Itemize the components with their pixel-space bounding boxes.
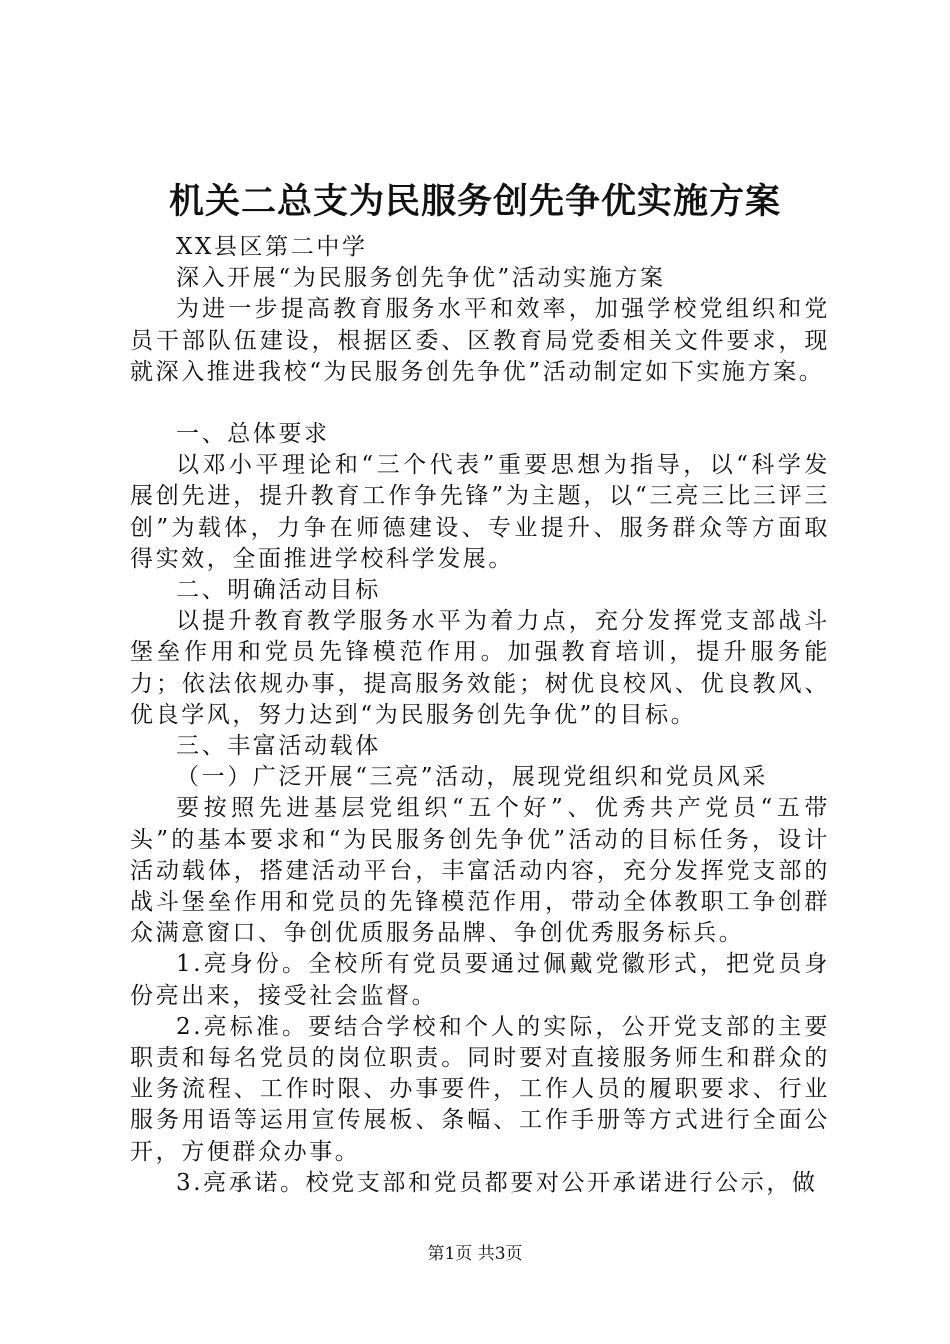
subsection-paragraph-1: 要按照先进基层党组织“五个好”、优秀共产党员“五带头”的基本要求和“为民服务创先争优”活动的目标任务，设计活动载体，搭建活动平台，丰富活动内容，充分发挥党支部的战斗堡垒作用和党员的先锋模范作用，带动全体教职工争创群众满意窗口、争创优质服务品牌、争创优秀服务标兵。 (130, 795, 830, 947)
section-heading-2: 二、明确活动目标 (176, 577, 381, 604)
section-heading-3: 三、丰富活动载体 (176, 733, 381, 760)
section-heading-1: 一、总体要求 (176, 421, 330, 448)
document-body (130, 232, 830, 1199)
section-paragraph-1: 以邓小平理论和“三个代表”重要思想为指导，以“科学发展创先进，提升教育工作争先锋”为主题，以“三亮三比三评三创”为载体，力争在师德建设、专业提升、服务群众等方面取得实效，全面推进学校科学发展。 (130, 452, 830, 572)
subsection-heading-1: （一）广泛开展“三亮”活动，展现党组织和党员风采 (176, 764, 768, 791)
plan-subtitle: 深入开展“为民服务创先争优”活动实施方案 (176, 265, 666, 292)
intro-paragraph: 为进一步提高教育服务水平和效率，加强学校党组织和党员干部队伍建设，根据区委、区教育局党委相关文件要求，现就深入推进我校“为民服务创先争优”活动制定如下实施方案。 (130, 296, 830, 385)
list-item-2: 2.亮标准。要结合学校和个人的实际，公开党支部的主要职责和每名党员的岗位职责。同时要对直接服务师生和群众的业务流程、工作时限、办事要件，工作人员的履职要求、行业服务用语等运用宣传展板、条幅、工作手册等方式进行全面公开，方便群众办事。 (130, 1013, 830, 1165)
page-number: 第1页 共3页 (427, 1244, 523, 1264)
section-paragraph-2: 以提升教育教学服务水平为着力点，充分发挥党支部战斗堡垒作用和党员先锋模范作用。加强教育培训，提升服务能力；依法依规办事，提高服务效能；树优良校风、优良教风、优良学风，努力达到“为民服务创先争优”的目标。 (130, 608, 830, 728)
list-item-1: 1.亮身份。全校所有党员要通过佩戴党徽形式，把党员身份亮出来，接受社会监督。 (130, 951, 830, 1009)
school-name: XX县区第二中学 (176, 234, 368, 260)
document-title: 机关二总支为民服务创先争优实施方案 (168, 181, 781, 222)
list-item-3: 3.亮承诺。校党支部和党员都要对公开承诺进行公示，做 (176, 1169, 818, 1196)
